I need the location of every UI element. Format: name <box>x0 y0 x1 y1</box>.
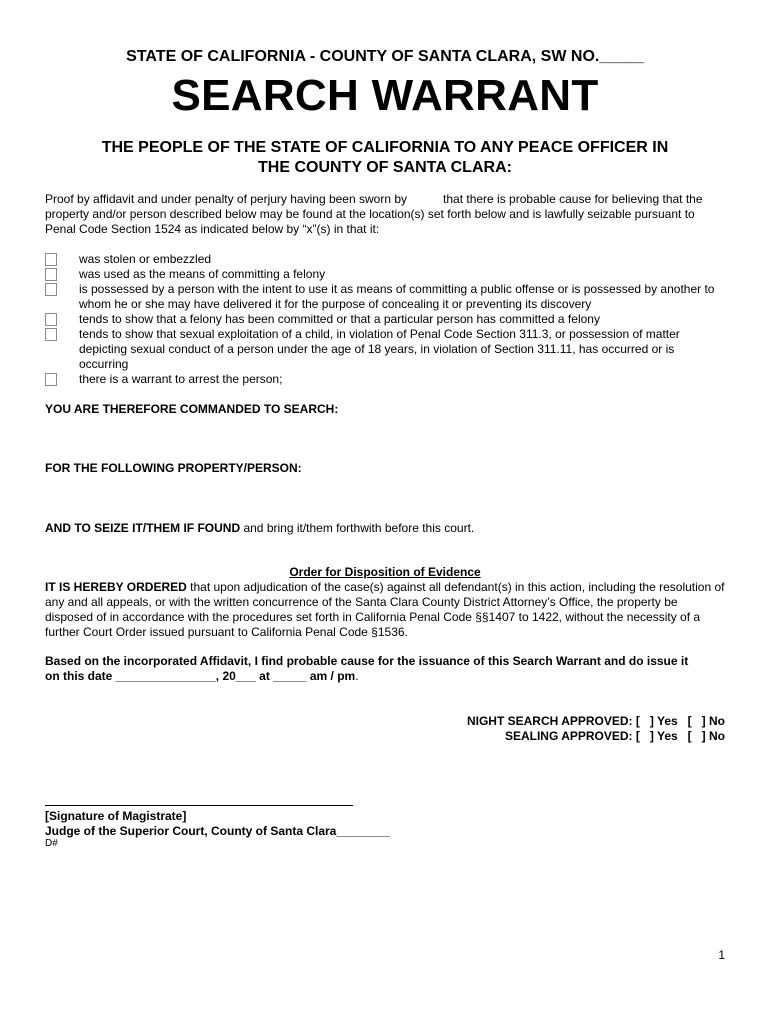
subtitle <box>40 138 730 178</box>
page-title: SEARCH WARRANT <box>171 71 599 120</box>
order-bold-lead: IT IS HEREBY ORDERED <box>45 580 187 594</box>
finding-line-1: Based on the incorporated Affidavit, I find probable cause for the issuance of this Search Warrant and do issue it <box>45 654 689 668</box>
command-search-heading: YOU ARE THEREFORE COMMANDED TO SEARCH: <box>45 402 339 416</box>
seize-bold: AND TO SEIZE IT/THEM IF FOUND <box>45 521 241 535</box>
finding-paragraph <box>45 654 725 684</box>
checklist-item-label: tends to show that a felony has been committed or that a particular person has committed a felony <box>79 312 600 326</box>
signature-label: [Signature of Magistrate] <box>45 809 187 823</box>
checklist-item <box>45 312 725 327</box>
page-number: 1 <box>718 948 725 962</box>
subtitle-line-1: THE PEOPLE OF THE STATE OF CALIFORNIA TO ANY PEACE OFFICER IN <box>101 139 669 156</box>
d-number: D# <box>45 838 58 849</box>
finding-date-line: on this date _______________, 20___ at _____ am / pm <box>45 669 356 683</box>
seizure-grounds-checklist <box>45 252 725 387</box>
approvals-block <box>300 714 725 744</box>
judge-title: Judge of the Superior Court, County of Santa Clara________ <box>45 824 390 838</box>
checkbox[interactable] <box>45 268 57 281</box>
checkbox[interactable] <box>45 373 57 386</box>
checklist-item <box>45 267 725 282</box>
intro-paragraph <box>45 192 725 237</box>
night-search-approval: NIGHT SEARCH APPROVED: [ ] Yes [ ] No <box>466 714 725 728</box>
checklist-item-label: is possessed by a person with the intent to use it as means of committing a public offense or is possessed by another to whom he or she may have delivered it for the purpose of concealing it or preventing its discovery <box>79 282 715 311</box>
finding-line-2 <box>45 669 725 684</box>
checklist-item <box>45 327 725 372</box>
order-heading: Order for Disposition of Evidence <box>289 565 481 579</box>
subtitle-line-2: THE COUNTY OF SANTA CLARA: <box>258 159 512 176</box>
intro-part-1: Proof by affidavit and under penalty of perjury having been sworn by <box>45 192 408 206</box>
checklist-item-label: there is a warrant to arrest the person; <box>79 372 283 386</box>
checklist-item-label: was stolen or embezzled <box>79 252 212 266</box>
checkbox[interactable] <box>45 253 57 266</box>
checklist-item <box>45 282 725 312</box>
checkbox[interactable] <box>45 328 57 341</box>
header-line: STATE OF CALIFORNIA - COUNTY OF SANTA CLARA, SW NO._____ <box>126 48 644 65</box>
checklist-item <box>45 252 725 267</box>
sealing-approval: SEALING APPROVED: [ ] Yes [ ] No <box>504 729 725 743</box>
checklist-item-label: was used as the means of committing a felony <box>79 267 326 281</box>
property-person-heading: FOR THE FOLLOWING PROPERTY/PERSON: <box>45 461 302 475</box>
order-text: that upon adjudication of the case(s) against all defendant(s) in this action, including the resolution of any and all appeals, or with the written concurrence of the Santa Clara County District Attorney’s Office, the property be disposed of in accordance with the procedures set forth in California Penal Code §§1407 to 1422, without the necessity of a further Court Order issued pursuant to California Penal Code §1536. <box>45 580 725 639</box>
intro-part-2: that there is probable cause for believing that the property and/or person described below may be found at the location(s) set forth below and is lawfully seizable pursuant to Penal Code Section 1524 as indicated below by “x”(s) in that it: <box>45 192 703 236</box>
checklist-item <box>45 372 725 387</box>
signature-line <box>45 805 353 806</box>
checklist-item-label: tends to show that sexual exploitation of a child, in violation of Penal Code Section 311.3, or possession of matter depicting sexual conduct of a person under the age of 18 years, in violation of Section 311.11, has occurred or is occurring <box>79 327 680 371</box>
seize-statement <box>45 521 725 536</box>
order-paragraph <box>45 580 725 640</box>
signature-block <box>45 809 545 839</box>
finding-period: . <box>355 669 359 683</box>
seize-rest: and bring it/them forthwith before this court. <box>240 521 475 535</box>
checkbox[interactable] <box>45 313 57 326</box>
checkbox[interactable] <box>45 283 57 296</box>
